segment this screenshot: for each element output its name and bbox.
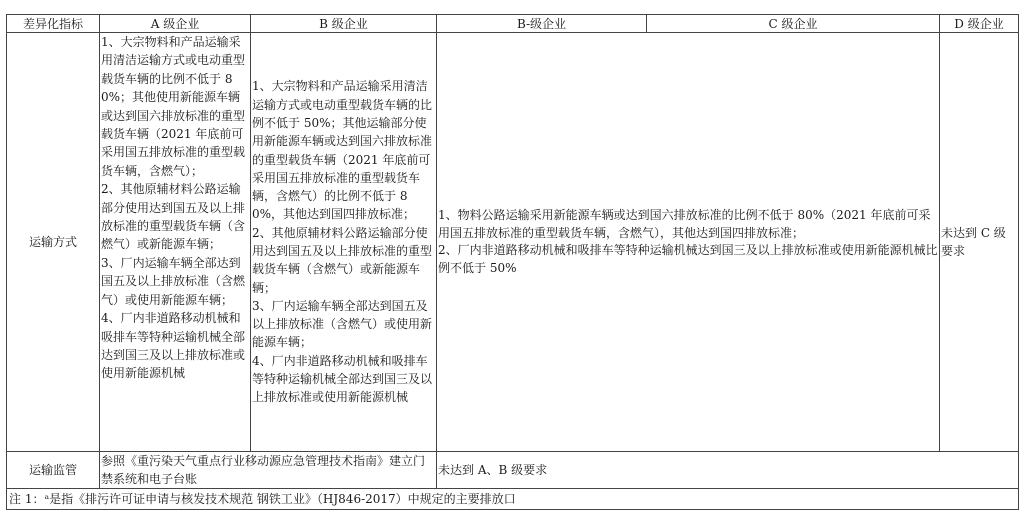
footnote: 注 1：ᵃ是指《排污许可证申请与核发技术规范 钢铁工业》（HJ846-2017）中规定的主要排放口 xyxy=(7,489,1019,510)
transport-label: 运输方式 xyxy=(7,33,100,452)
transport-grade-a-text xyxy=(100,33,251,452)
transport-grade-a-content: 1、大宗物料和产品运输采用清洁运输方式或电动重型载货车辆的比例不低于 80%；其他使用新能源车辆或达到国六排放标准的重型载货车辆（2021 年底前可采用国五排放标准的重型载货车辆，含燃气）； 2、其他原辅材料公路运输部分使用达到国五及以上排放标准的重型载货车辆（含燃气）或新能源车辆； 3、厂内运输车辆全部达到国五及以上排放标准（含燃气）或使用新能源车辆； 4、厂内非道路移动机械和吸排车等特种运输机械全部达到国三及以上排放标准或使用新能源机械 xyxy=(101,35,246,381)
transport-grade-d-text: 未达到 C 级要求 xyxy=(940,33,1019,452)
transport-grade-bminus-c-text xyxy=(437,33,940,452)
transport-row xyxy=(7,33,1019,452)
transport-grade-b-text xyxy=(251,33,437,452)
monitoring-label: 运输监管 xyxy=(7,452,100,489)
header-grade-a: A 级企业 xyxy=(100,15,251,33)
monitoring-grade-ab-text: 参照《重污染天气重点行业移动源应急管理技术指南》建立门禁系统和电子台账 xyxy=(100,452,437,489)
header-grade-d: D 级企业 xyxy=(940,15,1019,33)
transport-grade-bminus-c-content: 1、物料公路运输采用新能源车辆或达到国六排放标准的比例不低于 80%（2021 年底前可采用国五排放标准的重型载货车辆，含燃气），其他达到国四排放标准； 2、厂内非道路移动机械和吸排车等特种运输机械达到国三及以上排放标准或使用新能源机械比例不低于 50% xyxy=(438,208,938,275)
header-grade-b-minus: B-级企业 xyxy=(437,15,647,33)
header-indicator: 差异化指标 xyxy=(7,15,100,33)
monitoring-row xyxy=(7,452,1019,489)
note-row xyxy=(7,489,1019,510)
transport-grade-b-content: 1、大宗物料和产品运输采用清洁运输方式或电动重型载货车辆的比例不低于 50%；其他运输部分使用新能源车辆或达到国六排放标准的重型载货车辆（2021 年底前可采用国五排放标准的重型载货车辆，含燃气）的比例不低于 80%，其他达到国四排放标准； 2、其他原辅材料公路运输部分使用达到国五及以上排放标准的重型载货车辆（含燃气）或新能源车辆； 3、厂内运输车辆全部达到国五及以上排放标准（含燃气）或使用新能源车辆； 4、厂内非道路移动机械和吸排车等特种运输机械全部达到国三及以上排放标准或使用新能源机械 xyxy=(252,79,433,405)
differentiation-table xyxy=(6,14,1019,510)
header-grade-c: C 级企业 xyxy=(647,15,940,33)
header-row xyxy=(7,15,1019,33)
header-grade-b: B 级企业 xyxy=(251,15,437,33)
monitoring-other-grades-text: 未达到 A、B 级要求 xyxy=(437,452,1019,489)
